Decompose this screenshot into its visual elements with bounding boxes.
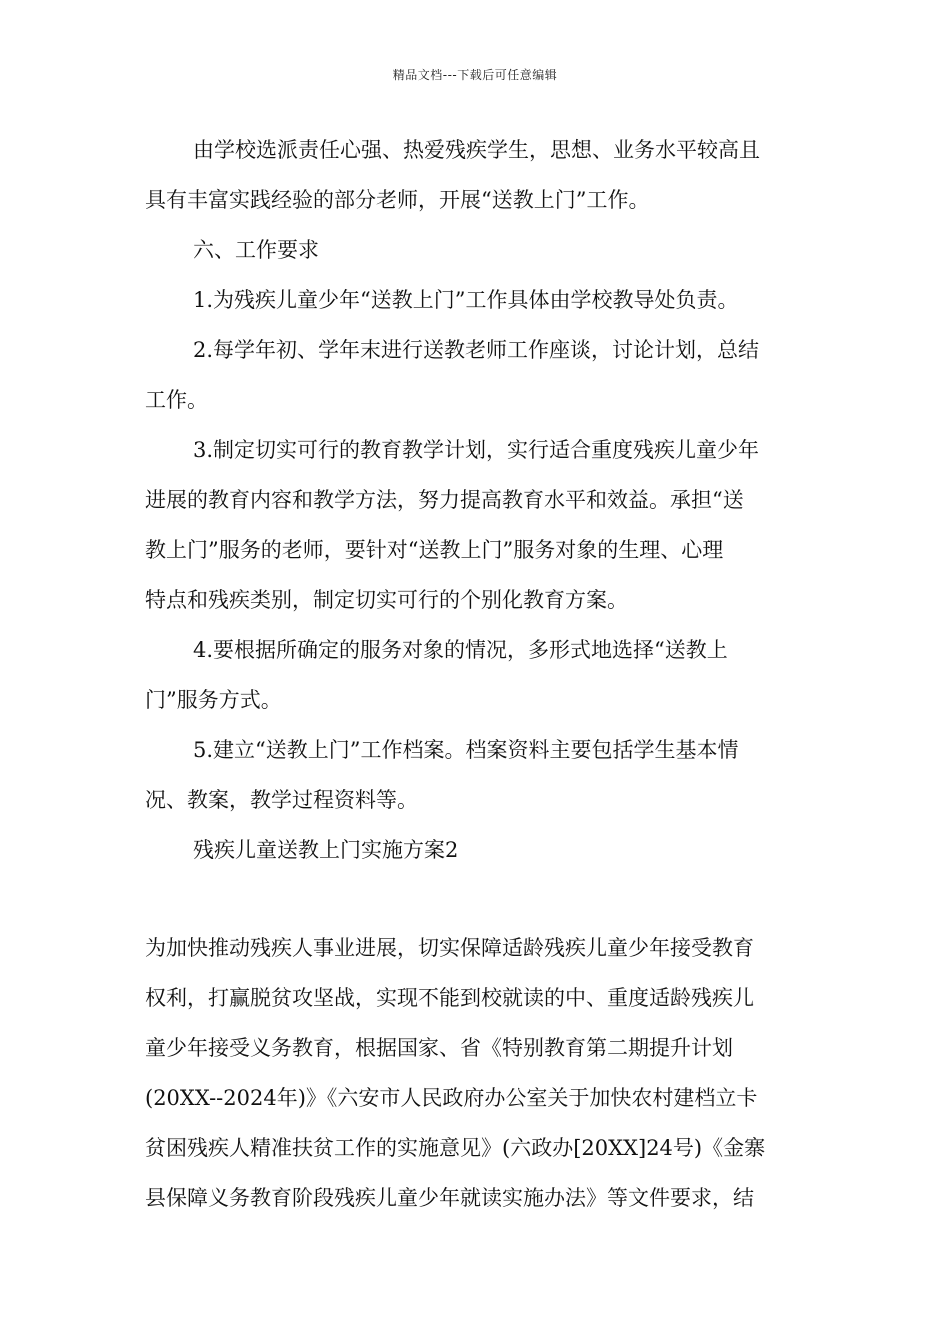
line-21: 县保障义务教育阶段残疾儿童少年就读实施办法》等文件要求，结	[145, 1186, 754, 1210]
line-6: 工作。	[145, 388, 208, 412]
line-13: 5.建立“送教上门”工作档案。档案资料主要包括学生基本情	[193, 738, 739, 762]
line-12: 门”服务方式。	[145, 688, 282, 712]
section-heading: 六、工作要求	[193, 238, 319, 262]
line-5: 2.每学年初、学年末进行送教老师工作座谈，讨论计划，总结	[193, 338, 760, 362]
page-header: 精品文档---下载后可任意编辑	[392, 68, 558, 82]
line-7: 3.制定切实可行的教育教学计划，实行适合重度残疾儿童少年	[193, 438, 760, 462]
line-16: 为加快推动残疾人事业进展，切实保障适龄残疾儿童少年接受教育	[145, 936, 754, 960]
line-20: 贫困残疾人精准扶贫工作的实施意见》(六政办[20XX]24号)《金寨	[145, 1136, 766, 1160]
line-11: 4.要根据所确定的服务对象的情况，多形式地选择“送教上	[193, 638, 728, 662]
line-14: 况、教案，教学过程资料等。	[145, 788, 418, 812]
document-subtitle: 残疾儿童送教上门实施方案2	[193, 838, 459, 862]
line-19: (20XX--2024年)》《六安市人民政府办公室关于加快农村建档立卡	[145, 1086, 758, 1110]
line-18: 童少年接受义务教育，根据国家、省《特别教育第二期提升计划	[145, 1036, 733, 1060]
line-1: 由学校选派责任心强、热爱残疾学生，思想、业务水平较高且	[193, 138, 760, 162]
line-4: 1.为残疾儿童少年“送教上门”工作具体由学校教导处负责。	[193, 288, 739, 312]
line-8: 进展的教育内容和教学方法，努力提高教育水平和效益。承担“送	[145, 488, 744, 512]
line-9: 教上门”服务的老师，要针对“送教上门”服务对象的生理、心理	[145, 538, 724, 562]
line-2: 具有丰富实践经验的部分老师，开展“送教上门”工作。	[145, 188, 650, 212]
line-17: 权利，打赢脱贫攻坚战，实现不能到校就读的中、重度适龄残疾儿	[145, 986, 754, 1010]
line-10: 特点和残疾类别，制定切实可行的个别化教育方案。	[145, 588, 628, 612]
